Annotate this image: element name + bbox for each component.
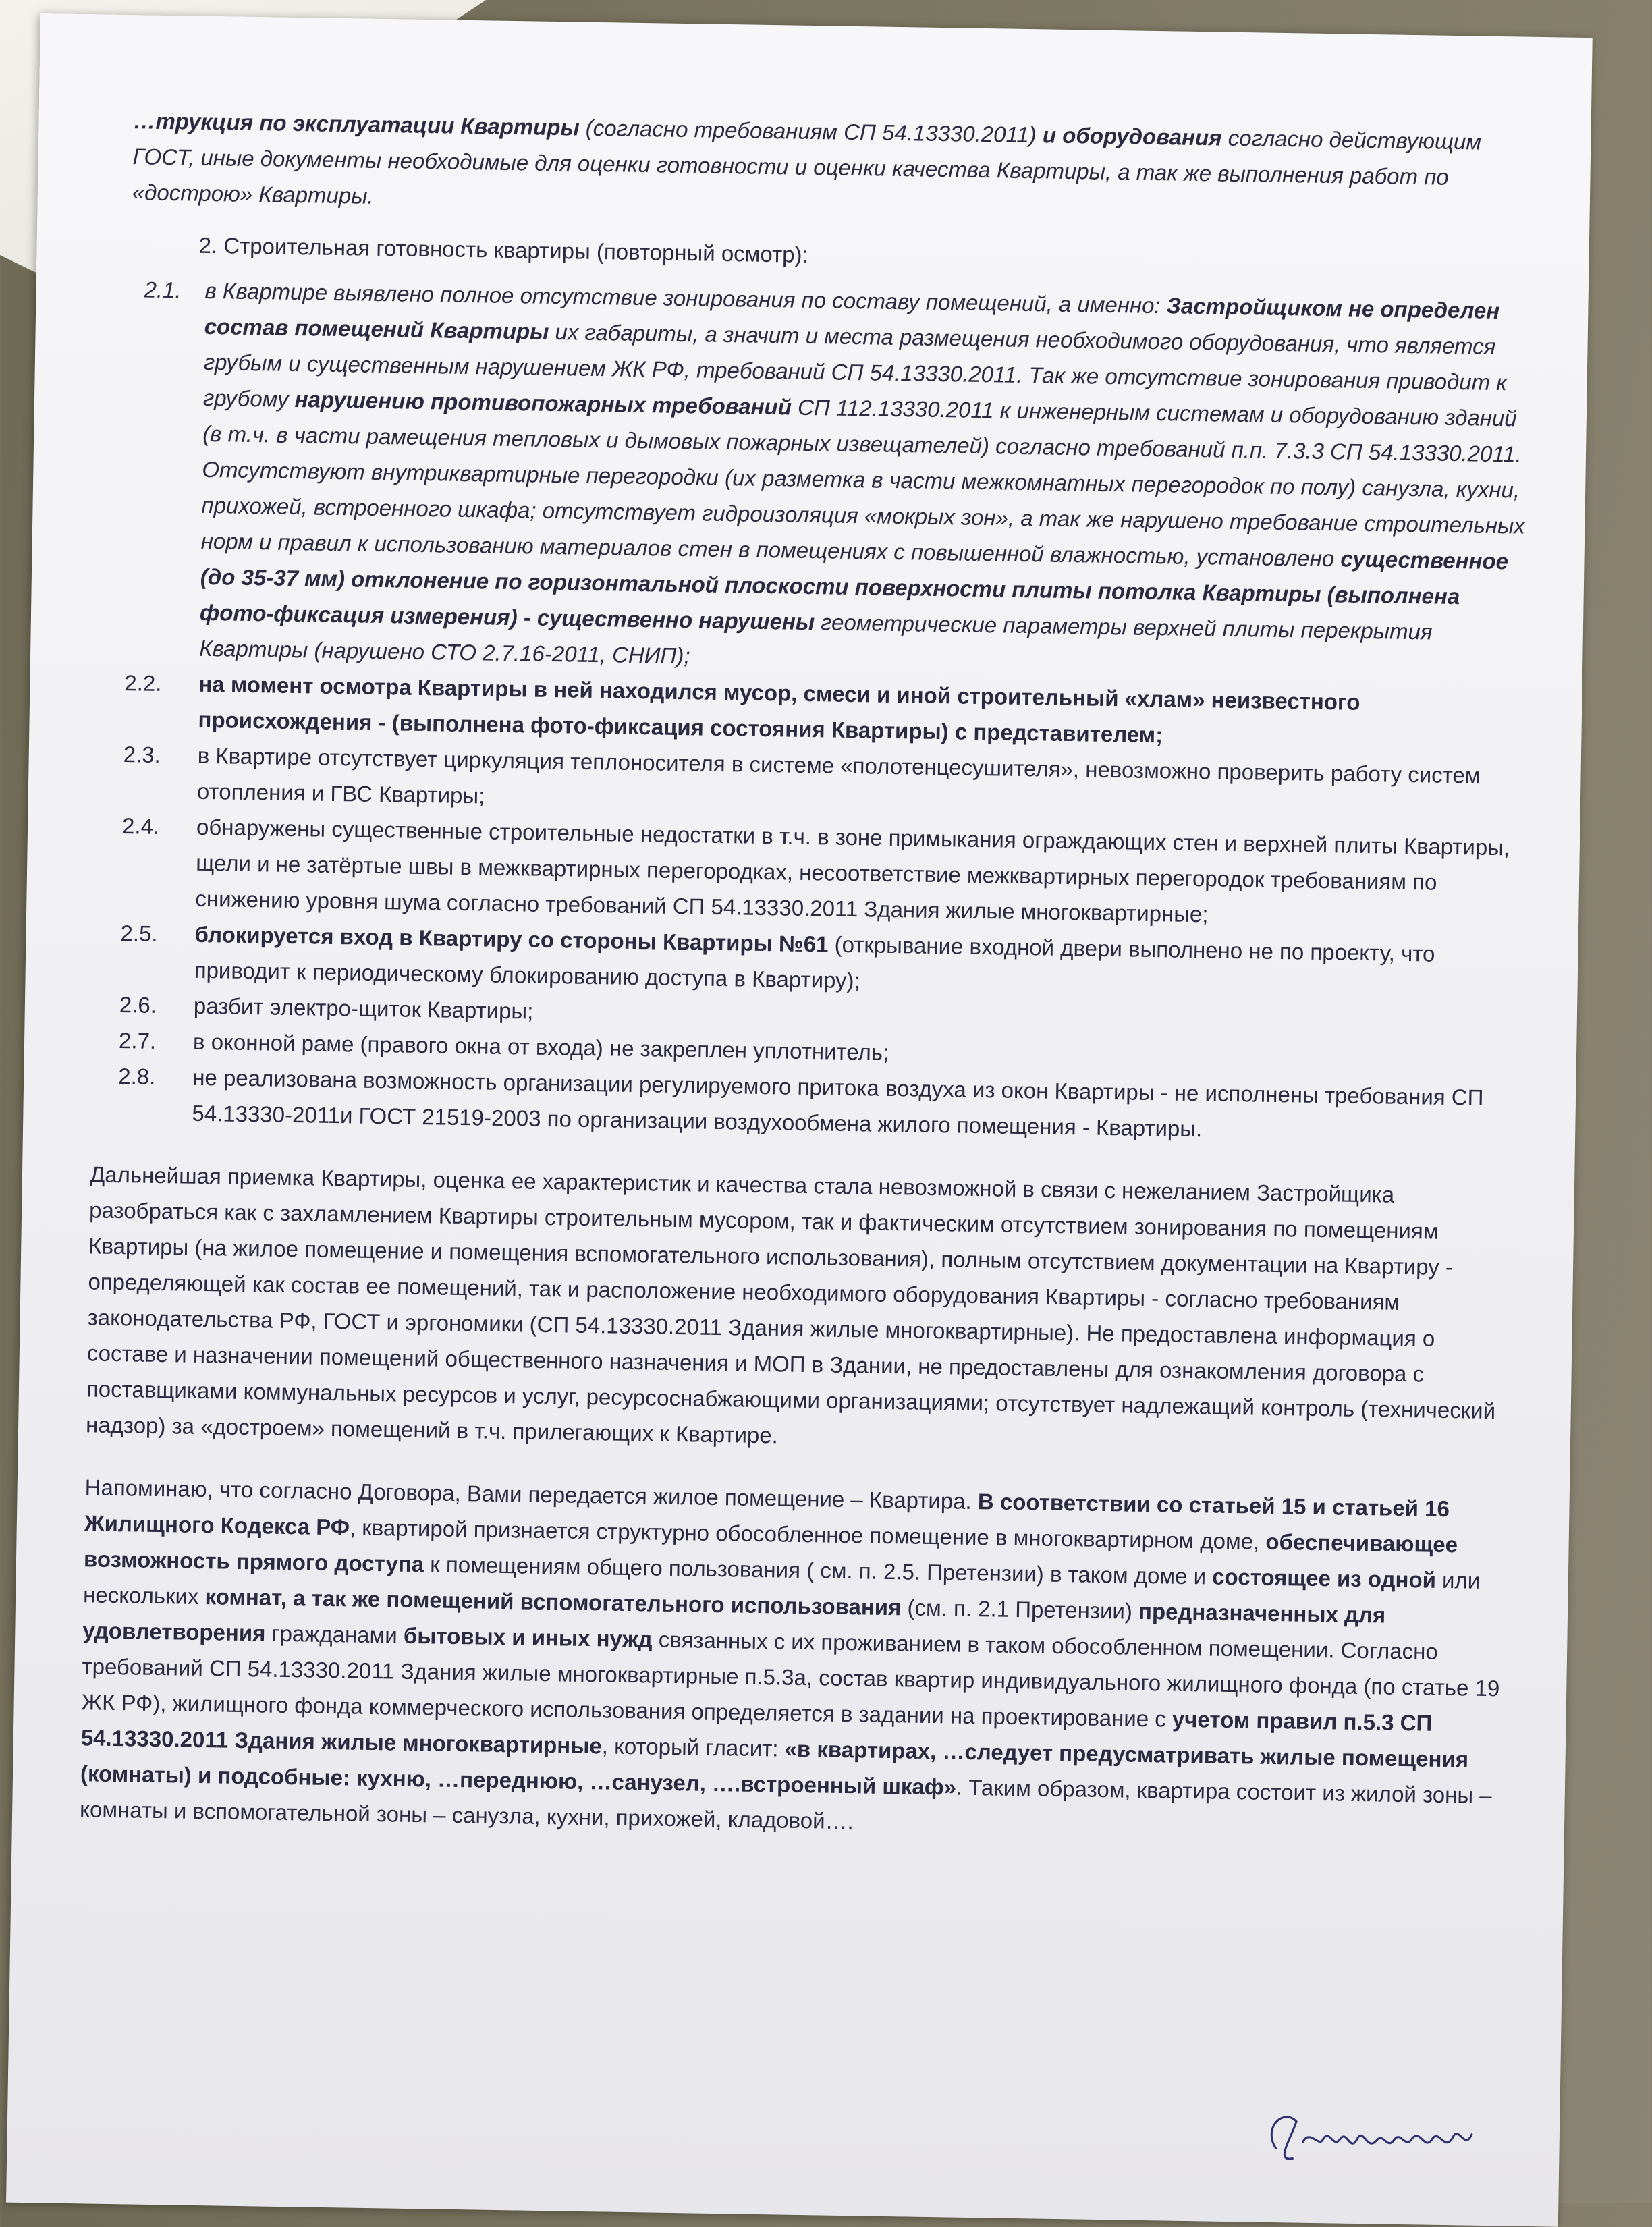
- text-bold: учетом правил п.5.3 СП 54.13330.2011 Здания жилые многоквартирные: [80, 1706, 1433, 1759]
- item-number: 2.8.: [117, 1064, 156, 1089]
- document-page: [6, 13, 1593, 2227]
- text: Напоминаю, что согласно Договора, Вами передается жилое помещение – Квартира.: [84, 1475, 979, 1514]
- paragraph: [80, 1469, 1516, 1849]
- list-item: [98, 271, 1535, 687]
- text-bold: и оборудования: [1042, 122, 1222, 150]
- text-bold: предназначенных для удовлетворения: [82, 1598, 1386, 1646]
- text-bold: Застройщиком не определен состав помещений Квартиры: [204, 293, 1500, 344]
- text-bold: бытовых и иных нужд: [403, 1622, 653, 1652]
- text: в оконной раме (правого окна от входа) не закреплен уплотнитель;: [192, 1028, 889, 1065]
- item-number: 2.1.: [144, 277, 182, 303]
- text: . Таким образом, квартира состоит из жилой зоны – комнаты и вспомогательной зоны – санузла, кухни, прихожей, кладовой….: [79, 1774, 1492, 1834]
- text-bold: В соответствии со статьей 15 и статьей 16 Жилищного Кодекса РФ: [84, 1489, 1450, 1540]
- text: в Квартире выявлено полное отсутствие зонирования по составу помещений, а именно:: [204, 277, 1167, 319]
- paragraph: Дальнейшая приемка Квартиры, оценка ее характеристик и качества стала невозможной в связи с нежеланием Застройщика разобраться как с захламлением Квартиры строительным мусором, так и фактическим отсутствием зонирования по помещениям Квартиры (на жилое помещение и помещения вспомогательного использования), полным отсутствием документации на Квартиру - определяющей как состав ее помещений, так и расположение необходимого оборудования Квартиры - согласно требованиям законодательства РФ, ГОСТ и эргономики (СП 54.13330.2011 Здания жилые многоквартирные). Не предоставлена информация о составе и назначении помещений общественного назначения и МОП в Здании, не предоставлены для ознакомления договора с поставщиками коммунальных ресурсов и услуг, ресурсоснабжающими организациями; отсутствует надлежащий контроль (технический надзор) за «достроем» помещений в т.ч. прилегающих к Квартире.: [85, 1161, 1496, 1448]
- item-number: 2.4.: [121, 813, 160, 839]
- text-bold: существенное (до 35-37 мм) отклонение по горизонтальной плоскости поверхности плиты потолка Квартиры (выполнена фото-фиксация измерения) - существенно нарушены: [199, 546, 1509, 635]
- handwritten-signature: [1255, 2101, 1499, 2179]
- text: СП 112.13330.2011 к инженерным системам и оборудованию зданий (в т.ч. в части рамещения тепловых и дымовых пожарных извещателей) согласно требований п.п. 7.3.3 СП 54.13330.2011. Отсутствуют внутриквартирные перегородки (их разметка в части межкомнатных перегородок по полу) санузла, кухни, прихожей, встроенного шкафа; отсутствует гидроизоляция «мокрых зон», а так же нарушено требование строительных норм и правил к использованию материалов стен в помещениях с повышенной влажностью, установлено: [200, 394, 1526, 572]
- text: (см. п. 2.1 Претензии): [901, 1595, 1139, 1624]
- text-bold: на момент осмотра Квартиры в ней находился мусор, смеси и иной строительный «хлам» неизвестного происхождения - (выполнена фото-фиксация состояния Квартиры) с представителем;: [198, 671, 1360, 748]
- text: их габариты, а значит и места размещения необходимого оборудования, что является грубым и существенным нарушением ЖК РФ, требований СП 54.13330.2011. Так же отсутствие зонирования приводит к грубому: [202, 319, 1508, 412]
- text-bold: комнат, а так же помещений вспомогательного использования: [204, 1584, 902, 1620]
- text: к помещениям общего пользования ( см. п. 2.5. Претензии) в таком доме и: [423, 1551, 1213, 1589]
- text: (согласно требованиям СП 54.13330.2011): [579, 115, 1043, 148]
- text-bold: …трукция по эксплуатации Квартиры: [133, 108, 580, 140]
- item-number: 2.5.: [120, 920, 158, 946]
- item-number: 2.2.: [124, 670, 162, 696]
- text-bold: «в квартирах, …следует предусматривать жилые помещения (комнаты) и подсобные: кухню, …переднюю, …санузел, ….встроенный шкаф»: [80, 1736, 1469, 1800]
- text-bold: блокируется вход в Квартиру со стороны Квартиры №61: [194, 921, 829, 957]
- text: , который гласит:: [601, 1733, 785, 1761]
- text: геометрические параметры верхней плиты перекрытия Квартиры (нарушено СТО 2.7.16-2011, СНИП);: [198, 609, 1433, 669]
- item-number: 2.3.: [123, 742, 161, 767]
- text: в Квартире отсутствует циркуляция теплоносителя в системе «полотенцесушителя», невозможно проверить работу систем отопления и ГВС Квартиры;: [196, 742, 1481, 808]
- text: (открывание входной двери выполнено не по проекту, что приводит к периодическому блокированию доступа в Квартиру);: [194, 931, 1435, 993]
- document-body: [79, 103, 1537, 1872]
- section-title: 2. Строительная готовность квартиры (повторный осмотр):: [198, 232, 808, 267]
- text: разбит электро-щиток Квартиры;: [193, 993, 534, 1024]
- header-paragraph: [105, 103, 1537, 232]
- text: обнаружены существенные строительные недостатки в т.ч. в зоне примыкания ограждающих стен и верхней плиты Квартиры, щели и не затёртые швы в межквартирных перегородках, несоответствие межквартирных перегородок требованиям по снижению уровня шума согласно требований СП 54.13330.2011 Здания жилые многоквартирные;: [195, 814, 1510, 927]
- item-number: 2.6.: [119, 992, 157, 1018]
- text: связанных с их проживанием в таком обособленном помещении. Согласно требований СП 54.13330.2011 Здания жилые многоквартирные п.5.3а, состав квартир индивидуального жилищного фонда (по статье 19 ЖК РФ), жилищного фонда коммерческого использования определяется в задании на проектирование с: [81, 1626, 1500, 1732]
- text: или нескольких: [82, 1567, 1481, 1610]
- text-bold: состоящее из одной: [1211, 1564, 1437, 1593]
- item-number: 2.7.: [118, 1028, 157, 1053]
- text: согласно действующим ГОСТ, иные документы необходимые для оценки готовности и оценки качества Квартиры, а так же выполнения работ по «дострою» Квартиры.: [132, 125, 1482, 209]
- text: , квартирой признается структурно обособленное помещение в многоквартирном доме,: [349, 1514, 1266, 1554]
- text-bold: обеспечивающее возможность прямого доступа: [83, 1529, 1458, 1577]
- text: гражданами: [265, 1620, 404, 1648]
- text: не реализована возможность организации регулируемого притока воздуха из окон Квартиры - не исполнены требования СП 54.13330-2011и ГОСТ 21519-2003 по организации воздухообмена жилого помещения - Квартиры.: [192, 1064, 1484, 1142]
- text-bold: нарушению противопожарных требований: [294, 386, 792, 420]
